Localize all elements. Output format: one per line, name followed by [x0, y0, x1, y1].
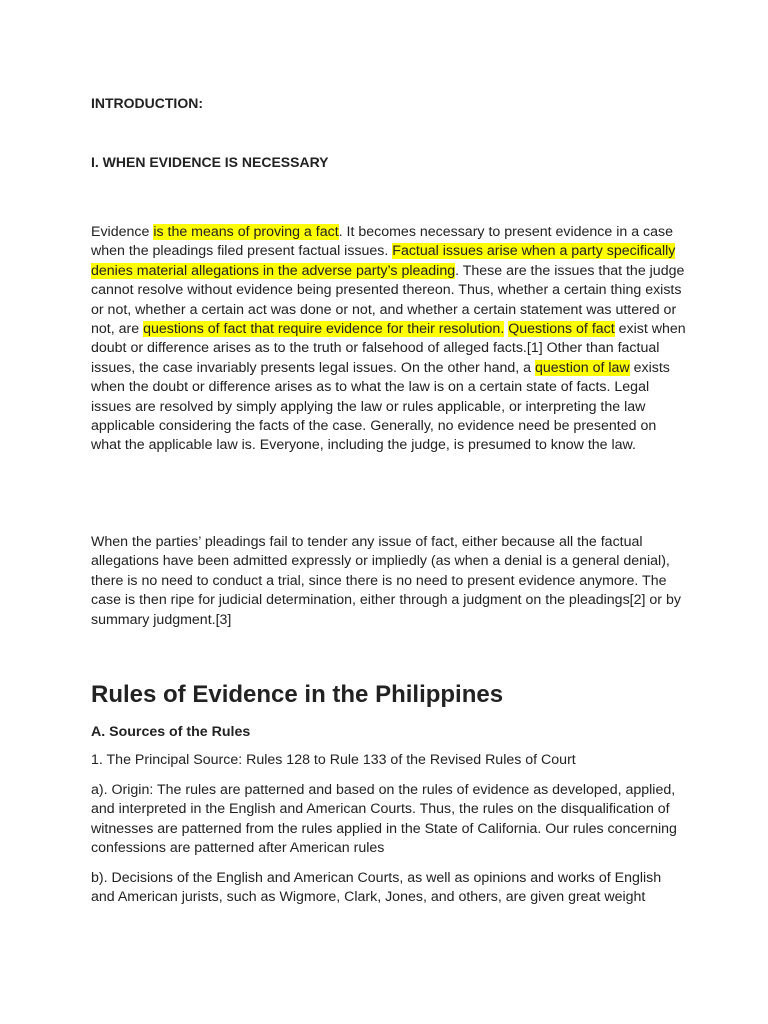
paragraph-text: Evidence: [91, 224, 154, 240]
paragraph-text: . It becomes necessary to present evidence in a case when the pleadings filed present factual issues.: [91, 224, 674, 260]
paragraph-text: . These are the issues that the judge cannot resolve without evidence being presented thereon. Thus, whether a certain thing exists or not, whether a certain act was done or not, and whether a certain statement was uttered or not, are: [91, 262, 685, 338]
paragraph-evidence-definition: [91, 223, 686, 456]
paragraph-text: exist when doubt or difference arises as to the truth or falsehood of alleged facts.[1] Other than factual issues, the case invariably presents legal issues. On the other hand, a: [91, 321, 686, 376]
paragraph-pleadings: When the parties’ pleadings fail to tender any issue of fact, either because all the factual allegations have been admitted expressly or impliedly (as when a denial is a general denial), there is no need to conduct a trial, since there is no need to present evidence anymore. The case is then ripe for judicial determination, either through a judgment on the pleadings[2] or by summary judgment.[3]: [91, 534, 681, 628]
decisions-item: b). Decisions of the English and American Courts, as well as opinions and works of English and American jurists, such as Wigmore, Clark, Jones, and others, are given great weight: [91, 870, 662, 906]
highlighted-text: is the means of proving a fact: [153, 224, 339, 240]
paragraph-text: exists when the doubt or difference arises as to what the law is on a certain state of facts. Legal issues are resolved by simply applying the law or rules applicable, or interpreting the law applicable considering the facts of the case. Generally, no evidence need be presented on what the applicable law is. Everyone, including the judge, is presumed to know the law.: [91, 359, 670, 454]
highlighted-text: Factual issues arise when a party specifically denies material allegations in the adverse party’s pleading: [91, 243, 676, 279]
rules-heading: Rules of Evidence in the Philippines: [91, 681, 504, 708]
intro-heading: INTRODUCTION:: [91, 95, 203, 111]
highlighted-text: Questions of fact: [508, 321, 615, 338]
principal-source-item: 1. The Principal Source: Rules 128 to Rule 133 of the Revised Rules of Court: [91, 752, 576, 768]
sources-subheading: A. Sources of the Rules: [91, 724, 251, 740]
origin-item: a). Origin: The rules are patterned and based on the rules of evidence as developed, applied, and interpreted in the English and American Courts. Thus, the rules on the disqualification of witnesses are patterned from the rules applied in the State of California. Our rules concerning confessions are patterned after American rules: [91, 782, 677, 857]
highlighted-text: question of law: [535, 359, 630, 376]
section-heading-evidence-necessary: I. WHEN EVIDENCE IS NECESSARY: [91, 154, 329, 170]
highlighted-text: questions of fact that require evidence for their resolution.: [143, 321, 505, 338]
